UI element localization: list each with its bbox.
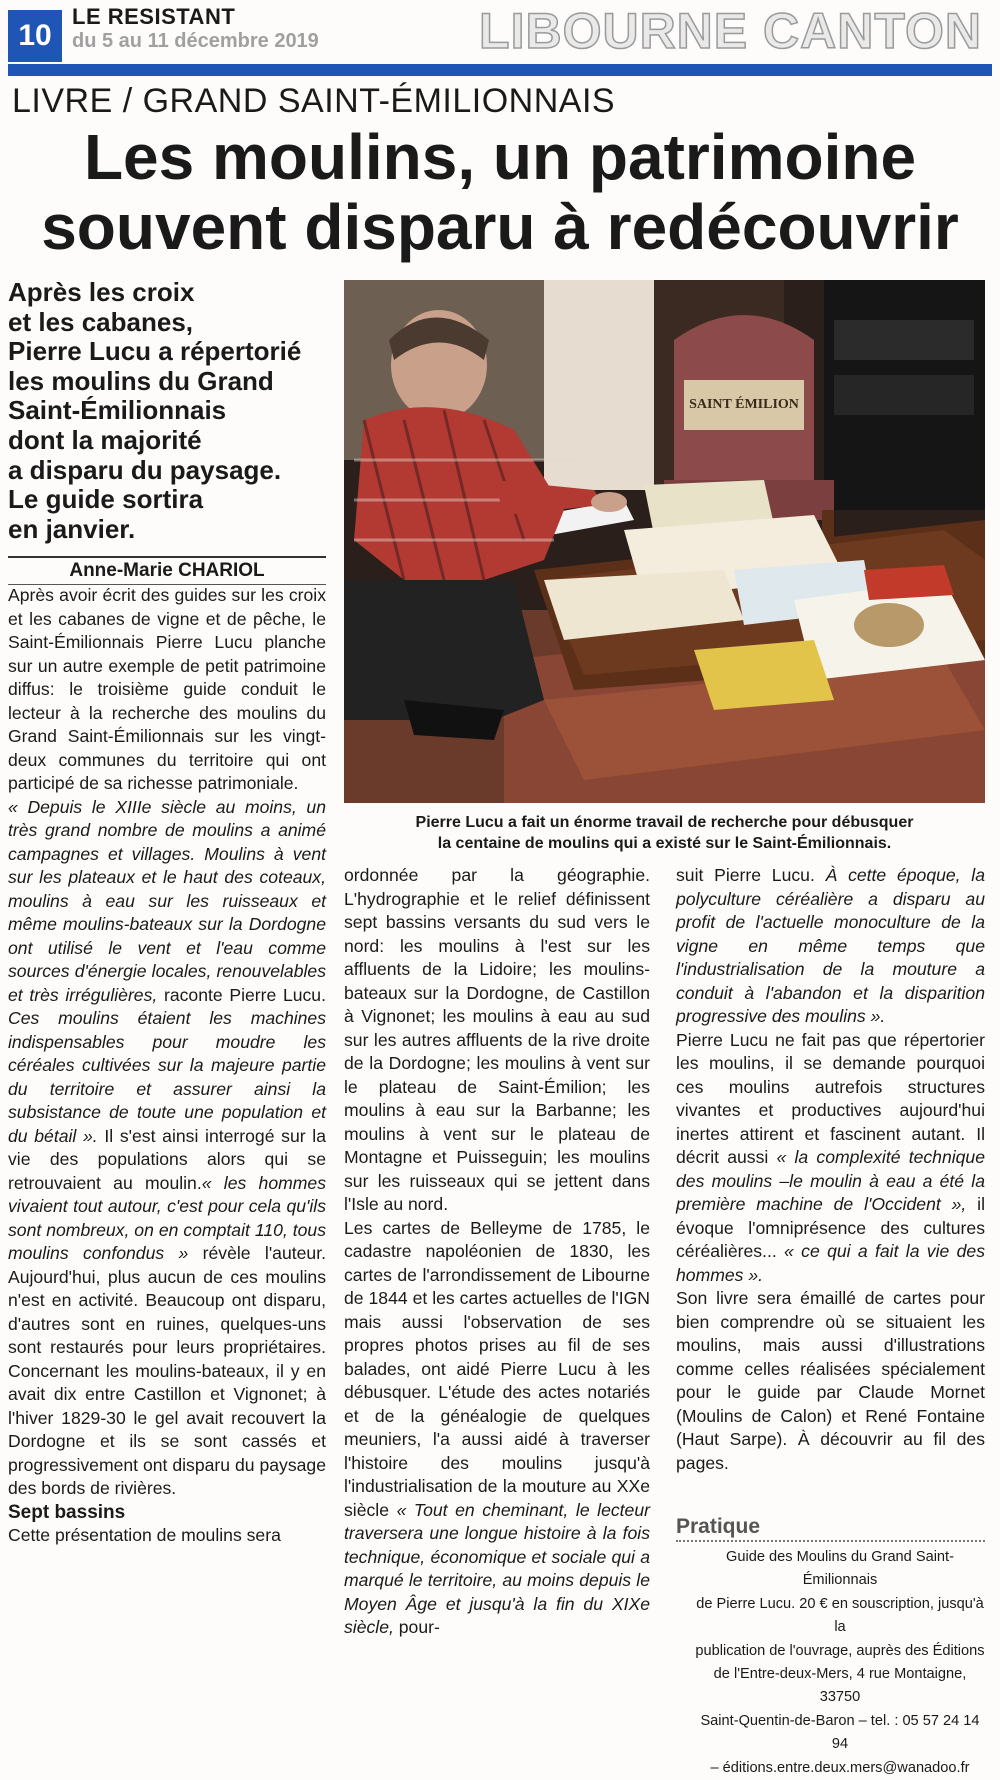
quote: « ce qui a fait la vie des hommes ».	[676, 1241, 985, 1285]
paragraph: Après avoir écrit des guides sur les croix et les cabanes de vigne et de pêche, le Saint-Émilionnais Pierre Lucu planche sur un autre exemple de petit patrimoine diffus: le troisième guide conduit le lecteur à la recherche des moulins du Grand Saint-Émilionnais sur les vingt-deux communes du territoire qui ont participé de sa richesse patrimoniale.	[8, 585, 326, 793]
paragraph: Son livre sera émaillé de cartes pour bien comprendre où se situaient les moulins, mais aussi d'illustrations comme celles réalisées spécialement pour le guide par Claude Mornet (Moulins de Calon) et René Fontaine (Haut Sarpe). À découvrir au fil des pages.	[676, 1288, 985, 1473]
text: raconte Pierre Lucu.	[157, 984, 326, 1005]
lead-line: Le guide sortira	[8, 484, 204, 515]
byline-first-name: Anne-Marie	[69, 560, 173, 581]
quote: À cette époque, la polyculture céréalière a disparu au profit de l'actuelle monoculture de la vigne en même temps que l'industrialisation de la mouture a conduit à l'abandon et la disparition progressive des moulins ».	[676, 865, 985, 1026]
subheading: Sept bassins	[8, 1501, 126, 1523]
newspaper-name: LE RESISTANT	[72, 4, 236, 29]
lead-line: et les cabanes,	[8, 306, 193, 337]
headline-line-2: souvent disparu à redécouvrir	[41, 191, 959, 263]
issue-date: du 5 au 11 décembre 2019	[72, 30, 319, 52]
text: il évoque l'omniprésence des cultures céréalières...	[676, 1194, 985, 1261]
article-photo	[344, 280, 985, 803]
page-header	[0, 0, 1000, 80]
quote: « Depuis le XIIIe siècle au moins, un très grand nombre de moulins a animé campagnes et villages. Moulins à vent sur les plateaux et le haut des coteaux, moulins à eau sur les ruisseaux et même moulins-bateaux sur la Dordogne ont utilisé le vent et l'eau comme sources d'énergie locales, renouvelables et très irrégulières,	[8, 796, 326, 1005]
photo-caption	[344, 812, 985, 854]
practical-info-line: de Pierre Lucu. 20 € en souscription, jusqu'à la	[696, 1595, 984, 1636]
section-name: LIBOURNE CANTON	[479, 3, 982, 59]
text: pour-	[393, 1617, 440, 1637]
text: suit Pierre Lucu.	[676, 865, 826, 885]
lead-line: Saint-Émilionnais	[8, 395, 227, 426]
paragraph	[676, 864, 985, 1029]
lead-line: dont la majorité	[8, 424, 202, 455]
page-number: 10	[8, 10, 62, 62]
lead-line: a disparu du paysage.	[8, 454, 282, 485]
quote: « Tout en cheminant, le lecteur traversera une longue histoire à la fois technique, économique et sociale qui a marqué le territoire, au moins depuis le Moyen Âge et jusqu'à la fin du XIXe siècle,	[344, 1499, 650, 1637]
lead-line: en janvier.	[8, 513, 136, 544]
practical-info	[692, 1546, 988, 1780]
paragraph: ordonnée par la géographie. L'hydrographie et le relief définissent sept bassins versants du sud vers le nord: les moulins à l'est sur les affluents de la Lidoire; les moulins-bateaux sur la Dordogne, de Castillon à Vignonet; les moulins à eau au sud sur les autres affluents de la rive droite de la Dordogne; les moulins à vent sur le plateau de Saint-Émilion; les moulins à eau sur la Barbanne; les moulins à vent sur le plateau de Montagne et Puisseguin; les moulins sur les ruisseaux qui se jettent dans l'Isle au nord.	[344, 865, 650, 1214]
paragraph	[8, 796, 326, 1501]
paragraph: Cette présentation de moulins sera	[8, 1525, 281, 1545]
photo-illustration	[344, 280, 985, 803]
text: Pierre Lucu ne fait pas que répertorier les moulins, il se demande pourquoi ces moulins autrefois structures vivantes et productives aujourd'hui inertes attirent et fascinent autant. Il décrit aussi	[676, 1029, 985, 1167]
article-column-3	[676, 864, 985, 1475]
headline-line-1: Les moulins, un patrimoine	[83, 121, 917, 193]
practical-info-line: de l'Entre-deux-Mers, 4 rue Montaigne, 33750	[713, 1666, 967, 1706]
article-column-1	[8, 584, 326, 1548]
byline-last-name: CHARIOL	[178, 560, 265, 581]
article-column-2	[344, 864, 650, 1640]
text: révèle l'auteur. Aujourd'hui, plus aucun de ces moulins n'est en activité. Beaucoup ont disparu, d'autres sont en ruines, quelques-uns sont restaurés pour leurs propriétaires. Concernant les moulins-bateaux, il y en avait dix entre Castillon et Vignonet; à l'hiver 1829-30 le gel avait recouvert la Dordogne et ils se sont cassés et progressivement ont disparu du paysage des bords de rivières.	[8, 1243, 326, 1498]
practical-info-line: publication de l'ouvrage, auprès des Éditions	[695, 1642, 985, 1659]
text: Il s'est ainsi interrogé sur la vie des populations alors qui se retrouvaient au moulin.	[8, 1125, 326, 1193]
byline	[8, 556, 326, 585]
header-rule	[8, 64, 992, 76]
article-lead	[8, 278, 338, 544]
lead-line: Après les croix	[8, 277, 195, 307]
caption-line-2: la centaine de moulins qui a existé sur le Saint-Émilionnais.	[437, 835, 892, 852]
lead-line: les moulins du Grand	[8, 365, 274, 396]
lead-line: Pierre Lucu a répertorié	[8, 336, 302, 367]
quote: « les hommes vivaient tout autour, c'est pour cela qu'ils sont nombreux, on en comptait 110, tous moulins confondus »	[8, 1172, 326, 1263]
article-kicker: LIVRE / GRAND SAINT-ÉMILIONNAIS	[12, 82, 616, 120]
practical-info-line: Guide des Moulins du Grand Saint-Émilionnais	[726, 1549, 954, 1589]
quote: Ces moulins étaient les machines indispensables pour moudre les céréales cultivées sur la majeure partie du territoire et assurer ainsi la subsistance de toute une population et du bétail ».	[8, 1008, 326, 1146]
text: Les cartes de Belleyme de 1785, le cadastre napoléonien de 1830, les cartes de l'arrondissement de Libourne de 1844 et les cartes actuelles de l'IGN mais aussi l'observation de ses propres photos prises au fil de ses balades, ont aidé Pierre Lucu à les débusquer. L'étude des actes notariés et de la généalogie de quelques meuniers, l'a aussi aidé à traverser l'histoire des moulins jusqu'à l'industrialisation de la mouture au XXe siècle	[344, 1217, 650, 1520]
paragraph	[676, 1029, 985, 1288]
practical-info-line: – éditions.entre.deux.mers@wanadoo.fr	[710, 1759, 970, 1776]
caption-line-1: Pierre Lucu a fait un énorme travail de recherche pour débusquer	[415, 814, 914, 831]
practical-info-title: Pratique	[676, 1514, 985, 1542]
practical-info-line: Saint-Quentin-de-Baron – tel. : 05 57 24 14 94	[700, 1712, 980, 1753]
quote: « la complexité technique des moulins –le moulin à eau a été la première machine de l'Occident »,	[676, 1147, 986, 1214]
article-headline	[10, 122, 990, 262]
paragraph	[344, 1217, 650, 1640]
cushion-text: SAINT ÉMILION	[689, 397, 799, 412]
